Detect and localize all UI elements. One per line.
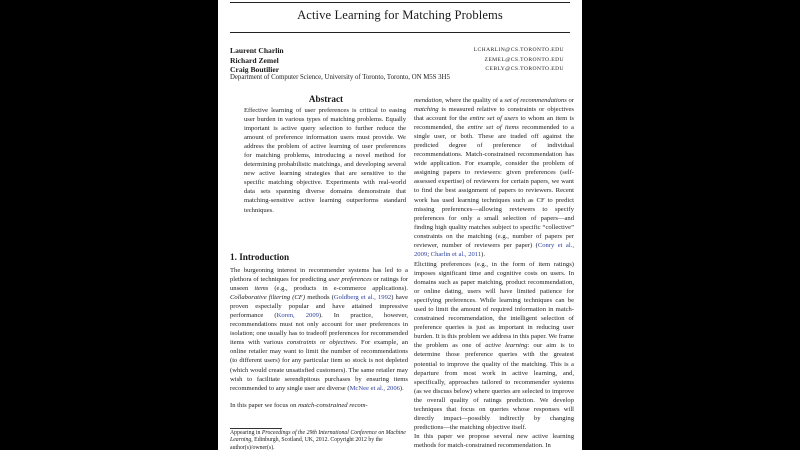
title-rule-bottom <box>230 32 570 33</box>
text-run: methods ( <box>305 294 334 302</box>
right-column-paragraph-1 <box>414 96 574 259</box>
text-run: The burgeoning interest in recommender systems has led to a plethora of techniques for predicting <box>230 267 408 284</box>
text-run: . For example, an online retailer may want to limit the number of recommendations (to different users) for any particular item so stock is not depleted (which would create unsatisfied customers). The same retailer may wish to facilitate serendipitous purchases by ensuring items recommended to any single user are diverse ( <box>230 339 408 392</box>
text-run: Appearing in <box>230 430 262 436</box>
text-run: ) have proven especially popular and have attained impressive performance ( <box>230 294 408 320</box>
text-run: to whom an item is recommended, the <box>414 115 574 132</box>
text-run: ). <box>481 250 486 258</box>
text-run: or <box>566 97 575 104</box>
title-rule-top <box>230 2 570 3</box>
intro-paragraph-2 <box>230 401 408 410</box>
text-run: In this paper we focus on <box>230 401 299 409</box>
emphasis: mendation <box>414 97 442 104</box>
footnote <box>230 430 408 450</box>
text-run: , Edinburgh, Scotland, UK, 2012. Copyright 2012 by the author(s)/owner(s). <box>230 437 383 450</box>
text-run: Eliciting preferences (e.g., in the form of item ratings) imposes significant time and cognitive costs on users. In domains such as paper matching, product recommendation, or online dating, users will have limited patience for specifying preferences. While learning techniques can be used to limit the amount of required information in match-constrained recommendation, the intelligent selection of preference queries is just as important in reducing user burden. It is this problem we address in this paper. We frame the problem as one of <box>414 261 574 350</box>
section-heading-introduction: 1. Introduction <box>230 252 290 262</box>
author-email: CEBLY@CS.TORONTO.EDU <box>485 66 564 73</box>
author-name: Richard Zemel <box>230 55 279 65</box>
footnote-rule <box>230 428 282 429</box>
emphasis: matching <box>414 106 439 114</box>
citation-link[interactable]: Charlin et al., 2011 <box>430 250 482 258</box>
text-run: (e.g., products in e-commerce applications). <box>268 285 408 293</box>
emphasis: constraints <box>286 339 317 347</box>
abstract-heading: Abstract <box>308 94 344 104</box>
emphasis: set of recommendations <box>504 97 567 104</box>
emphasis: active learning <box>485 342 528 350</box>
text-run: or ratings for unseen <box>230 276 408 293</box>
text-run: : our aim is to determine those preference queries with the greatest potential to improve the quality of the matching. This is a departure from most work in active learning, and, specifically, approaches tailored to recommender systems (as we discuss below) where queries are selected to improve the overall quality of ratings prediction. We develop techniques that focus on queries whose responses will directly impact—possibly indirectly by changing predictions—the matching objective itself. <box>414 342 574 431</box>
citation-link[interactable]: Conry et al., 2009 <box>414 241 574 258</box>
text-run: ; <box>427 250 431 258</box>
intro-column <box>230 266 408 410</box>
text-run: ). In practice, however, recommendations must not only account for user preferences in isolation; one usually has to tradeoff preferences for recommended items with various <box>230 312 408 347</box>
affiliation: Department of Computer Science, University of Toronto, Toronto, ON M5S 3H5 <box>230 74 450 81</box>
text-run: is measured relative to constraints or objectives that account for the <box>414 106 574 123</box>
emphasis: match-constrained recom- <box>298 401 368 409</box>
citation-link[interactable]: Goldberg et al., 1992 <box>333 294 392 302</box>
abstract-text: Effective learning of user preferences is critical to easing user burden in various types of matching problems. Equally important is active query selection to further reduce the amount of preference information users must provide. We address the problem of active learning of user preferences for matching problems, introducing a novel method for determining probabilistic matchings, and developing several new active learning strategies that are sensitive to the specific matching objective. Experiments with real-world data sets spanning diverse domains demonstrate that matching-sensitive active learning outperforms standard techniques. <box>244 107 406 214</box>
emphasis: Collaborative filtering (CF) <box>230 294 306 302</box>
paper-page <box>218 0 582 450</box>
citation-link[interactable]: Koren, 2009 <box>276 312 319 320</box>
author-name: Laurent Charlin <box>230 46 284 55</box>
text-run: , where the quality of a <box>441 97 505 104</box>
author-name: Craig Boutilier <box>230 65 280 75</box>
author-emails <box>474 46 564 75</box>
text-run: ). <box>399 384 404 392</box>
emphasis: entire set of items <box>467 124 519 132</box>
citation-link[interactable]: McNee et al., 2006 <box>349 384 400 392</box>
emphasis: items <box>254 285 269 293</box>
emphasis: user preferences <box>328 276 372 284</box>
text-run: or <box>316 339 330 347</box>
right-column-paragraph-2 <box>414 260 574 432</box>
paper-title: Active Learning for Matching Problems <box>297 8 503 22</box>
emphasis: Proceedings of the 29th International Conference on Machine Learning <box>230 430 406 444</box>
right-column-paragraph-3: In this paper we propose several new active learning methods for match-constrained recommendation. In <box>414 433 574 450</box>
intro-paragraph-1 <box>230 266 408 393</box>
text-run: recommended to a single user, or both. These are traded off against the predicted degree of preference of individual recommendations. Match-constrained recommendation has wide application. For example, consider the problem of assigning papers to reviewers: given preferences (self-assessed expertise) of reviewers for certain papers, we want to find the best assignment of papers to reviewers. Recent work has used learning techniques such as CF to predict missing preferences—allowing reviewers to specify preferences for only a small selection of papers—and finding high quality matches subject to specific “collective” constraints on the matching (e.g., number of papers per reviewer, number of reviewers per paper) ( <box>414 124 574 249</box>
author-email: ZEMEL@CS.TORONTO.EDU <box>484 56 564 63</box>
author-list <box>230 46 284 75</box>
emphasis: entire set of users <box>469 115 519 123</box>
emphasis: objectives <box>329 339 356 347</box>
author-email: LCHARLIN@CS.TORONTO.EDU <box>473 47 564 53</box>
